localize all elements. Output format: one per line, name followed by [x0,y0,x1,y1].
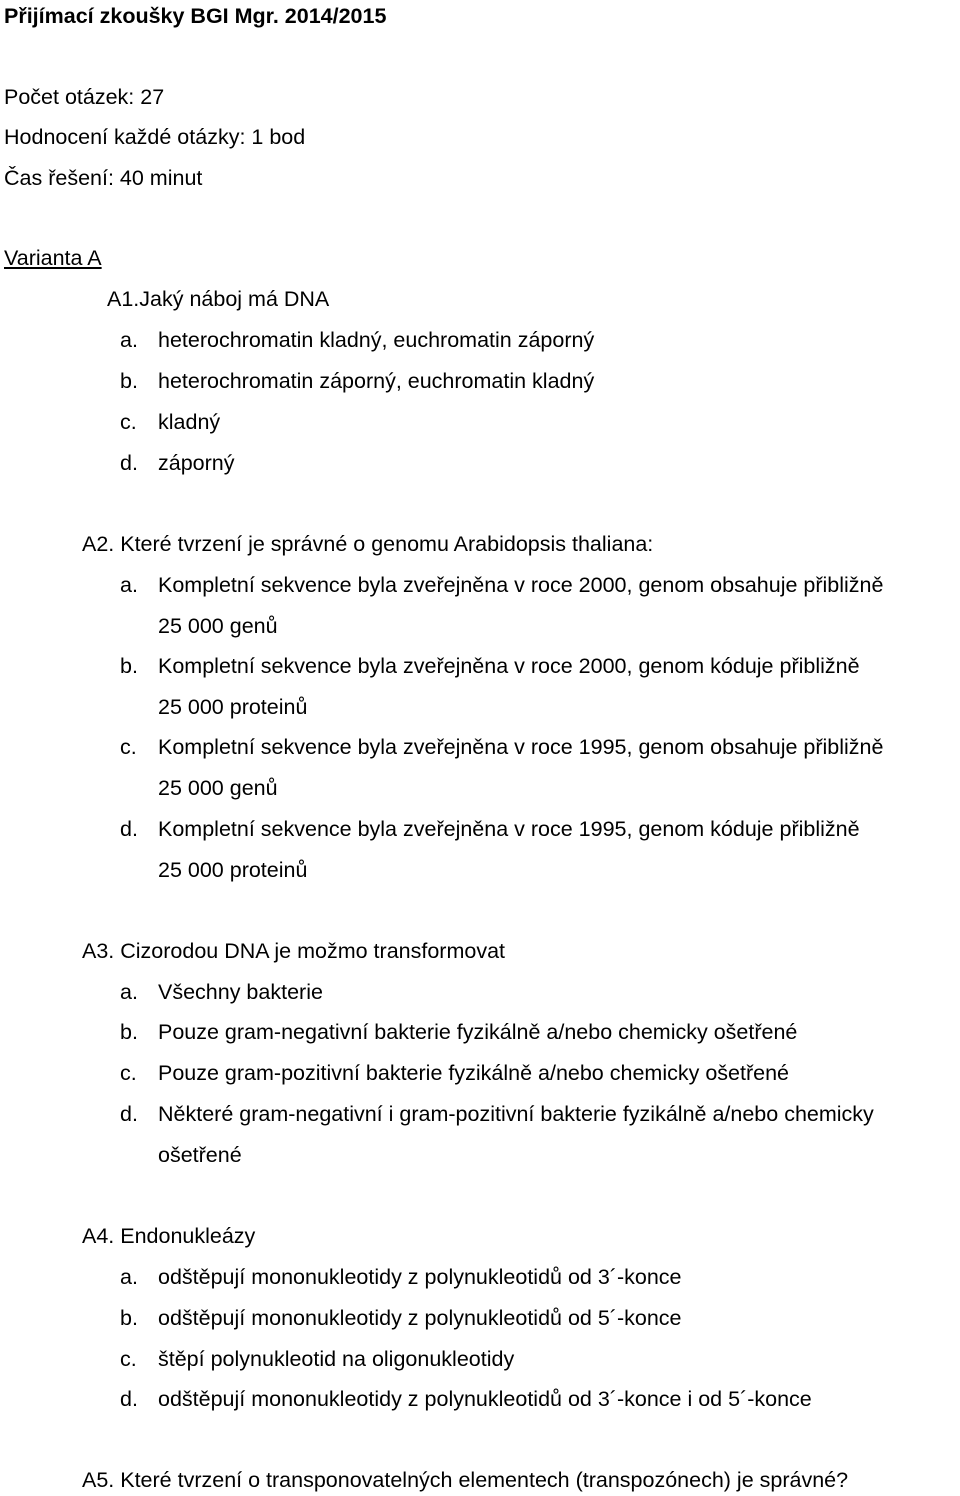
option-letter: c. [120,410,137,434]
option-text: odštěpují mononukleotidy z polynukleotidů od 5´-konce [158,1306,682,1330]
option-text-continuation: 25 000 proteinů [158,695,308,719]
option-letter: a. [120,980,138,1004]
option-letter: b. [120,654,138,678]
option-letter: b. [120,1306,138,1330]
option-letter: d. [120,817,138,841]
option-text: štěpí polynukleotid na oligonukleotidy [158,1347,515,1371]
page-title: Přijímací zkoušky BGI Mgr. 2014/2015 [4,4,387,28]
question-heading: A5. Které tvrzení o transponovatelných elementech (transpozónech) je správné? [82,1468,849,1492]
option-text: kladný [158,410,221,434]
option-letter: c. [120,1061,137,1085]
option-text: Pouze gram-pozitivní bakterie fyzikálně a/nebo chemicky ošetřené [158,1061,789,1085]
option-text: Všechny bakterie [158,980,323,1004]
time-limit: Čas řešení: 40 minut [4,166,203,190]
option-text: záporný [158,451,235,475]
option-text-continuation: 25 000 genů [158,614,278,638]
option-letter: b. [120,369,138,393]
option-letter: d. [120,1387,138,1411]
option-text: Kompletní sekvence byla zveřejněna v roce 1995, genom obsahuje přibližně [158,735,884,759]
option-text: Kompletní sekvence byla zveřejněna v roce 2000, genom kóduje přibližně [158,654,860,678]
option-letter: a. [120,1265,138,1289]
option-text-continuation: 25 000 genů [158,776,278,800]
option-text: heterochromatin záporný, euchromatin kladný [158,369,595,393]
option-text: odštěpují mononukleotidy z polynukleotidů od 3´-konce [158,1265,682,1289]
option-letter: d. [120,1102,138,1126]
question-heading: A2. Které tvrzení je správné o genomu Arabidopsis thaliana: [82,532,654,556]
question-heading: A4. Endonukleázy [82,1224,256,1248]
option-letter: a. [120,328,138,352]
option-text: Kompletní sekvence byla zveřejněna v roce 2000, genom obsahuje přibližně [158,573,884,597]
option-text: odštěpují mononukleotidy z polynukleotidů od 3´-konce i od 5´-konce [158,1387,812,1411]
option-text-continuation: ošetřené [158,1143,242,1167]
option-text: Kompletní sekvence byla zveřejněna v roce 1995, genom kóduje přibližně [158,817,860,841]
option-text: heterochromatin kladný, euchromatin záporný [158,328,595,352]
option-letter: b. [120,1020,138,1044]
option-text-continuation: 25 000 proteinů [158,858,308,882]
option-text: Některé gram-negativní i gram-pozitivní bakterie fyzikálně a/nebo chemicky [158,1102,874,1126]
option-text: Pouze gram-negativní bakterie fyzikálně a/nebo chemicky ošetřené [158,1020,798,1044]
question-heading: A3. Cizorodou DNA je možmo transformovat [82,939,505,963]
option-letter: d. [120,451,138,475]
option-letter: a. [120,573,138,597]
option-letter: c. [120,1347,137,1371]
variant-heading: Varianta A [4,246,102,270]
scoring-info: Hodnocení každé otázky: 1 bod [4,125,306,149]
question-count: Počet otázek: 27 [4,85,165,109]
question-heading: A1.Jaký náboj má DNA [107,287,330,311]
option-letter: c. [120,735,137,759]
